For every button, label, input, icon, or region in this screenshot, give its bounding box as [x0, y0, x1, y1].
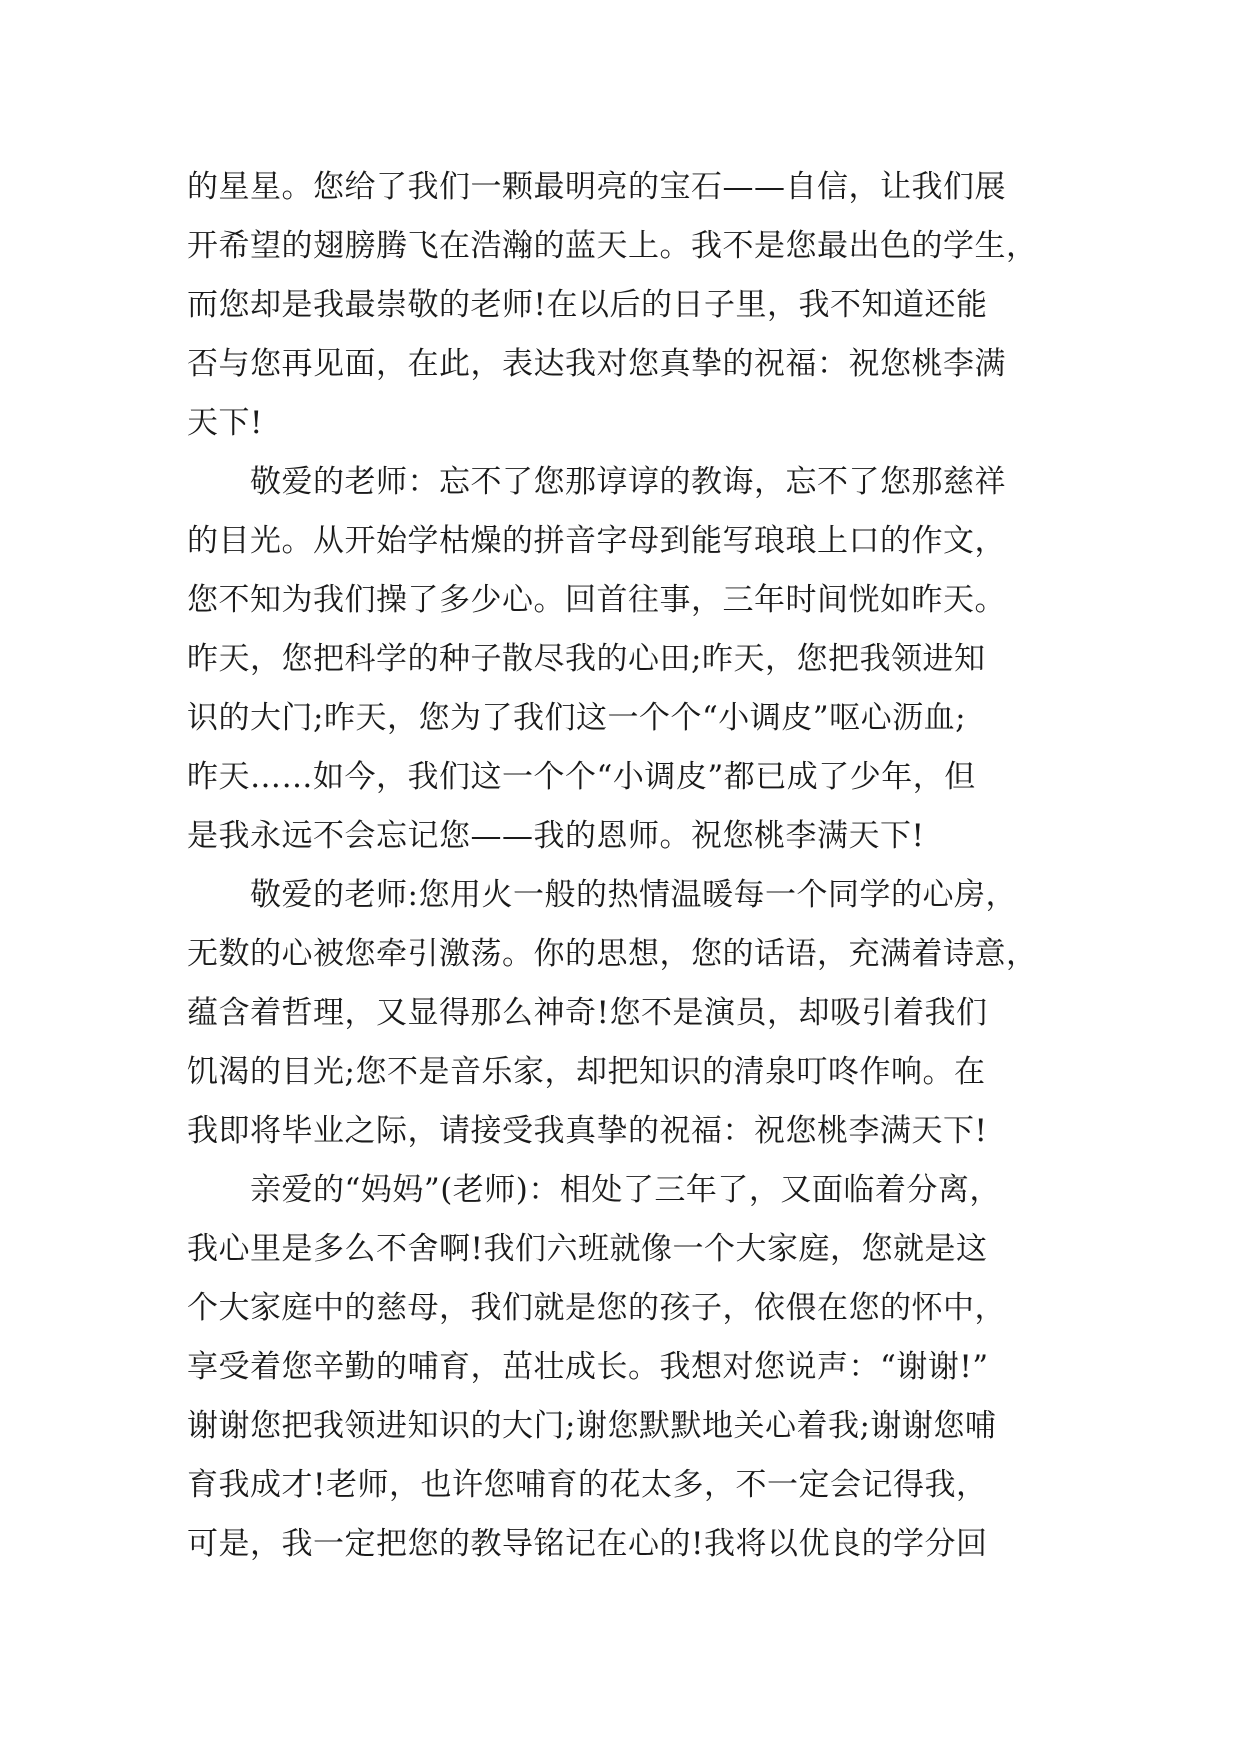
text-line: 我即将毕业之际，请接受我真挚的祝福：祝您桃李满天下! — [187, 1113, 988, 1149]
text-line: 是我永远不会忘记您——我的恩师。祝您桃李满天下! — [187, 818, 925, 854]
text-line: 亲爱的“妈妈”(老师)：相处了三年了，又面临着分离， — [187, 1172, 1001, 1208]
text-line: 无数的心被您牵引激荡。你的思想，您的话语，充满着诗意， — [187, 936, 1038, 972]
text-line: 昨天……如今，我们这一个个“小调皮”都已成了少年，但 — [187, 759, 976, 795]
text-line: 蕴含着哲理，又显得那么神奇!您不是演员，却吸引着我们 — [187, 995, 988, 1031]
text-line: 识的大门;昨天，您为了我们这一个个“小调皮”呕心沥血; — [187, 700, 967, 736]
text-line: 的目光。从开始学枯燥的拼音字母到能写琅琅上口的作文， — [187, 523, 1006, 559]
body-text — [187, 158, 1067, 1574]
text-line: 个大家庭中的慈母，我们就是您的孩子，依偎在您的怀中， — [187, 1290, 1006, 1326]
text-line: 敬爱的老师:您用火一般的热情温暖每一个同学的心房， — [187, 877, 1017, 913]
text-line: 的星星。您给了我们一颗最明亮的宝石——自信，让我们展 — [187, 169, 1006, 205]
text-line: 享受着您辛勤的哺育，茁壮成长。我想对您说声：“谢谢!” — [187, 1349, 989, 1385]
text-line: 饥渴的目光;您不是音乐家，却把知识的清泉叮咚作响。在 — [187, 1054, 986, 1090]
text-line: 天下! — [187, 405, 263, 441]
text-line: 敬爱的老师：忘不了您那谆谆的教诲，忘不了您那慈祥 — [187, 464, 1006, 500]
text-line: 否与您再见面，在此，表达我对您真挚的祝福：祝您桃李满 — [187, 346, 1006, 382]
text-line: 而您却是我最崇敬的老师!在以后的日子里，我不知道还能 — [187, 287, 988, 323]
text-line: 开希望的翅膀腾飞在浩瀚的蓝天上。我不是您最出色的学生， — [187, 228, 1038, 264]
text-line: 育我成才!老师，也许您哺育的花太多，不一定会记得我， — [187, 1467, 988, 1503]
text-line: 昨天，您把科学的种子散尽我的心田;昨天，您把我领进知 — [187, 641, 986, 677]
text-line: 谢谢您把我领进知识的大门;谢您默默地关心着我;谢谢您哺 — [187, 1408, 997, 1444]
text-line: 可是，我一定把您的教导铭记在心的!我将以优良的学分回 — [187, 1526, 988, 1562]
text-line: 我心里是多么不舍啊!我们六班就像一个大家庭，您就是这 — [187, 1231, 988, 1267]
text-line: 您不知为我们操了多少心。回首往事，三年时间恍如昨天。 — [187, 582, 1006, 618]
